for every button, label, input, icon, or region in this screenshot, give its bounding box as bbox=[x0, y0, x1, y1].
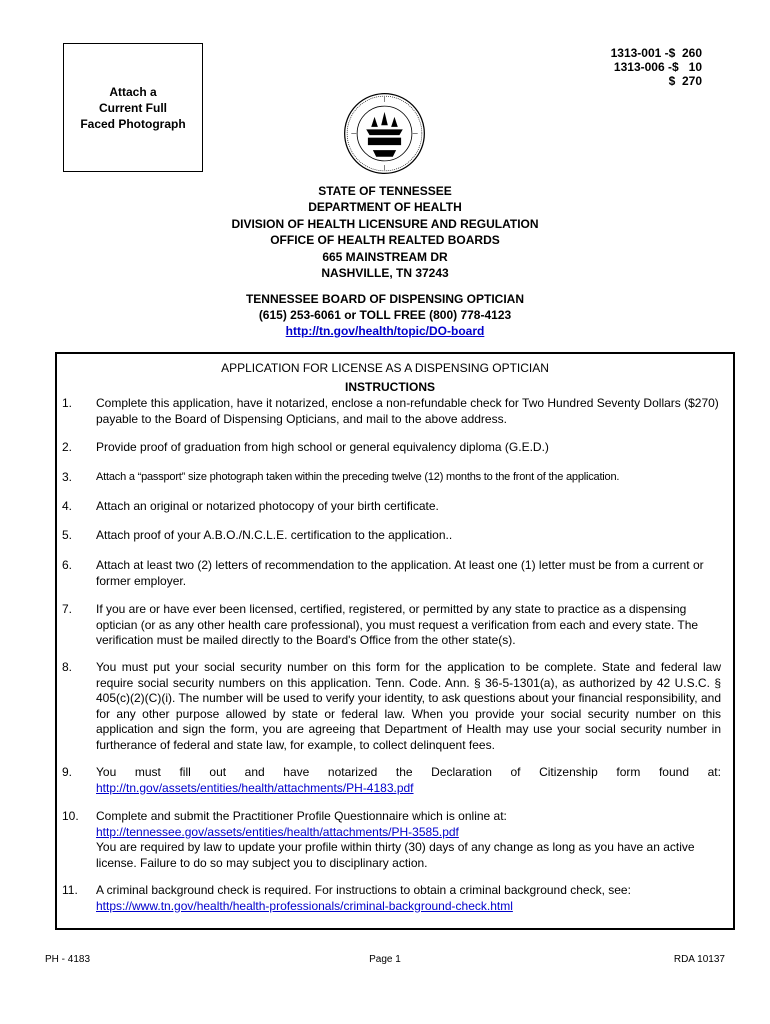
instruction-text: Attach at least two (2) letters of recommendation to the application. At least one (1) letter must be from a current or former employer. bbox=[96, 558, 704, 588]
instruction-number: 4. bbox=[62, 499, 73, 513]
application-title: APPLICATION FOR LICENSE AS A DISPENSING OPTICIAN bbox=[221, 361, 549, 375]
instruction-sentence: A criminal background check is required. For instructions to obtain a criminal background check, see: bbox=[96, 883, 631, 897]
instruction-text bbox=[96, 809, 721, 871]
background-check-link[interactable]: https://www.tn.gov/health/health-professionals/criminal-background-check.html bbox=[96, 898, 513, 913]
instruction-number: 9. bbox=[62, 765, 73, 779]
word: Declaration bbox=[431, 765, 492, 779]
word: the bbox=[395, 765, 413, 779]
word: must bbox=[134, 765, 161, 779]
instruction-text: Complete this application, have it notarized, enclose a non-refundable check for Two Hundred Seventy Dollars ($270) payable to the Board of Dispensing Opticians, and mail to the above address. bbox=[96, 396, 719, 426]
fee-line-2: 1313-006 -$ 10 bbox=[613, 60, 702, 74]
agency-line: DEPARTMENT OF HEALTH bbox=[308, 200, 462, 215]
citizenship-sentence bbox=[96, 765, 721, 781]
word: have bbox=[283, 765, 310, 779]
board-website-link[interactable]: http://tn.gov/health/topic/DO-board bbox=[285, 324, 485, 338]
instruction-number: 1. bbox=[62, 396, 73, 410]
instruction-number: 7. bbox=[62, 602, 73, 616]
instruction-text bbox=[96, 883, 721, 914]
word: form bbox=[616, 765, 641, 779]
instruction-text: If you are or have ever been licensed, certified, registered, or permitted by any state to practice as a dispensing optician (or as any other health care professional), you must request a verification from each and every state. The verification must be mailed directly to the Board's Office from the other state(s). bbox=[96, 602, 699, 647]
agency-line: OFFICE OF HEALTH REALTED BOARDS bbox=[270, 233, 500, 248]
fee-codes bbox=[562, 46, 702, 88]
word: found bbox=[658, 765, 689, 779]
instruction-number: 6. bbox=[62, 558, 73, 572]
instruction-text: You must put your social security number on this form for the application to be complete. State and federal law require social security numbers on this application. Tenn. Code. Ann. § 36-5-1301(a), as authorized by 42 U.S.C. § 405(c)(2)(C)(i). The number will be used to verify your identity, to ask questions about your financial responsibility, and for any other purpose allowed by state or federal law. When you provide your social security number on this application and sign the form, you are agreeing that Department of Health may use your social security number in furtherance of federal and state law, for example, to collect delinquent fees. bbox=[96, 660, 721, 752]
agency-line: NASHVILLE, TN 37243 bbox=[321, 266, 449, 281]
word: at: bbox=[707, 765, 721, 779]
photo-attachment-box bbox=[63, 43, 203, 172]
instruction-text: Attach a “passport” size photograph taken within the preceding twelve (12) months to the front of the application. bbox=[96, 471, 620, 483]
photo-box-line: Current Full bbox=[99, 100, 167, 115]
word: and bbox=[244, 765, 265, 779]
photo-box-line: Attach a bbox=[109, 84, 157, 99]
agency-line: STATE OF TENNESSEE bbox=[318, 184, 452, 198]
instruction-text: Attach proof of your A.B.O./N.C.L.E. certification to the application.. bbox=[96, 528, 453, 542]
instruction-number: 3. bbox=[62, 470, 73, 484]
instruction-text bbox=[96, 765, 721, 796]
fee-line-1: 1313-001 -$ 260 bbox=[610, 46, 702, 60]
agency-line: DIVISION OF HEALTH LICENSURE AND REGULATION bbox=[231, 216, 539, 231]
word: fill bbox=[179, 765, 191, 779]
page-number: Page 1 bbox=[369, 954, 401, 965]
instruction-number: 2. bbox=[62, 440, 73, 454]
instruction-number: 11. bbox=[62, 883, 78, 897]
instructions-heading: INSTRUCTIONS bbox=[345, 380, 435, 394]
word: notarized bbox=[327, 765, 378, 779]
instruction-number: 5. bbox=[62, 528, 73, 542]
word: of bbox=[510, 765, 521, 779]
instruction-number: 8. bbox=[62, 660, 73, 674]
rda-number: RDA 10137 bbox=[673, 954, 725, 965]
word: out bbox=[209, 765, 227, 779]
profile-questionnaire-link[interactable]: http://tennessee.gov/assets/entities/health/attachments/PH-3585.pdf bbox=[96, 824, 459, 839]
word: Citizenship bbox=[539, 765, 598, 779]
instruction-number: 10. bbox=[62, 809, 79, 823]
instruction-sentence: You are required by law to update your profile within thirty (30) days of any change as long as you have an active license. Failure to do so may subject you to disciplinary action. bbox=[96, 840, 695, 870]
citizenship-form-link[interactable]: http://tn.gov/assets/entities/health/attachments/PH-4183.pdf bbox=[96, 780, 414, 795]
instruction-sentence: Complete and submit the Practitioner Profile Questionnaire which is online at: bbox=[96, 809, 507, 823]
state-seal-icon bbox=[343, 92, 426, 175]
board-info bbox=[0, 291, 770, 339]
agency-header bbox=[0, 183, 770, 281]
fee-total: $ 270 bbox=[668, 74, 702, 88]
photo-box-line: Faced Photograph bbox=[80, 116, 186, 131]
instruction-text: Attach an original or notarized photocopy of your birth certificate. bbox=[96, 499, 439, 513]
board-name: TENNESSEE BOARD OF DISPENSING OPTICIAN bbox=[245, 292, 525, 306]
word: You bbox=[96, 765, 117, 779]
instruction-text: Provide proof of graduation from high school or general equivalency diploma (G.E.D.) bbox=[96, 440, 549, 454]
form-number: PH - 4183 bbox=[45, 954, 91, 965]
agency-line: 665 MAINSTREAM DR bbox=[322, 249, 448, 264]
board-phone: (615) 253-6061 or TOLL FREE (800) 778-4123 bbox=[258, 308, 512, 322]
